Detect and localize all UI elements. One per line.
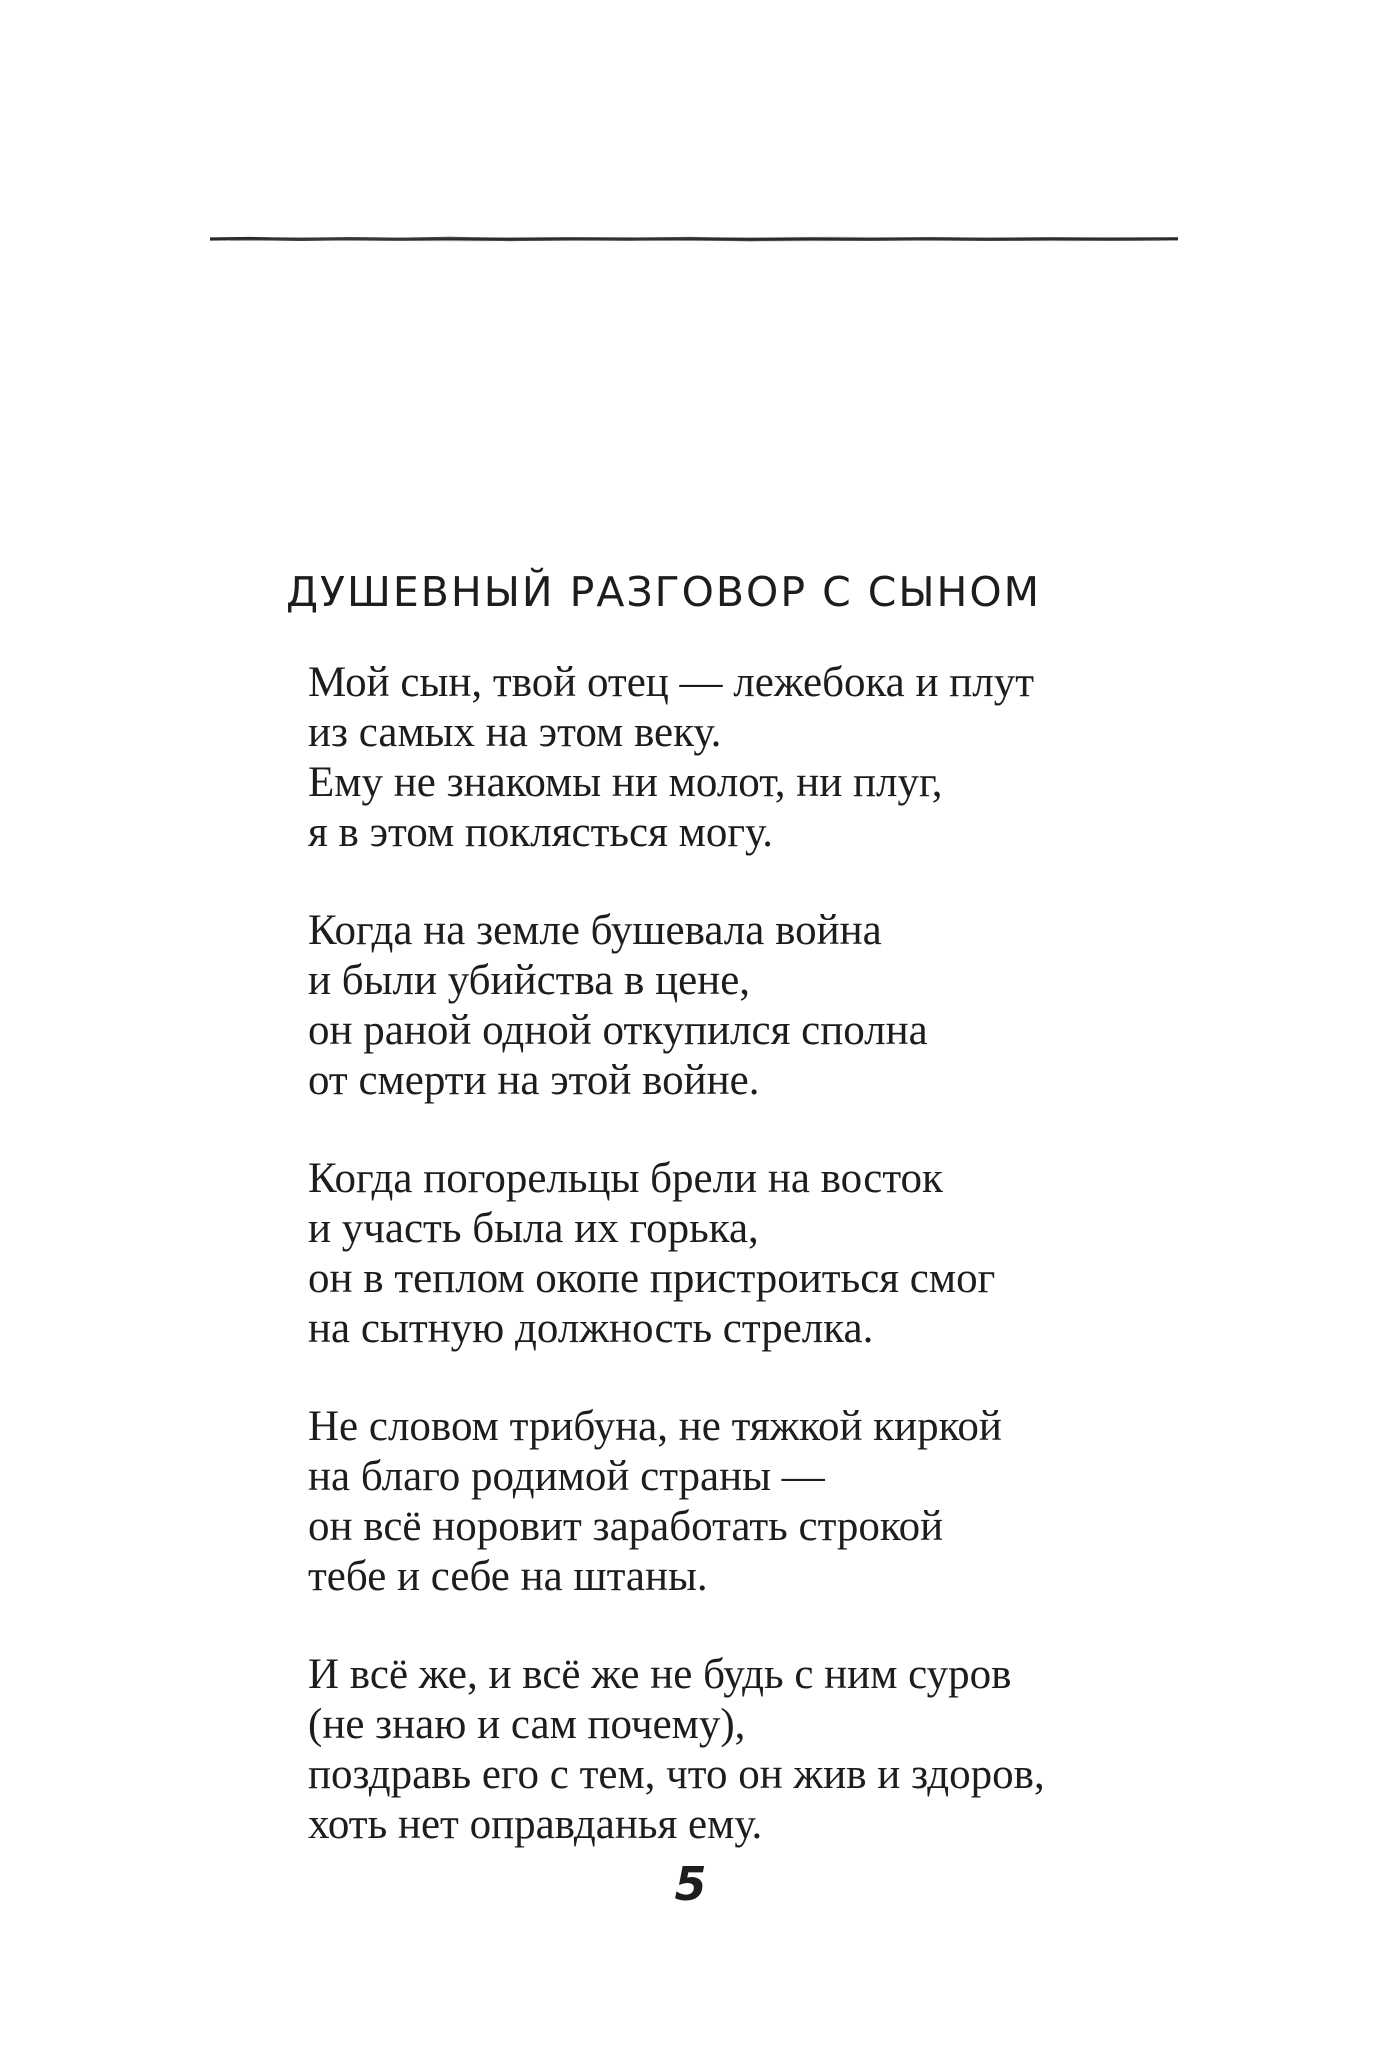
poem-line: он в теплом окопе пристроиться смог — [308, 1255, 996, 1302]
decorative-rule — [210, 232, 1178, 246]
stanza-2 — [308, 906, 1268, 1106]
poem-line: Когда погорельцы брели на восток — [308, 1155, 943, 1202]
poem-line: из самых на этом веку. — [308, 709, 722, 756]
poem-line: и участь была их горька, — [308, 1205, 759, 1252]
poem-line: Ему не знакомы ни молот, ни плуг, — [308, 759, 943, 806]
rough-line-graphic — [210, 232, 1178, 246]
poem-line: он всё норовит заработать строкой — [308, 1503, 944, 1550]
poem-line: тебе и себе на штаны. — [308, 1553, 708, 1600]
poem-line: Мой сын, твой отец — лежебока и плут — [308, 659, 1035, 706]
stanza-1 — [308, 658, 1268, 858]
poem-line: поздравь его с тем, что он жив и здоров, — [308, 1751, 1045, 1798]
page-number: 5 — [674, 1857, 707, 1911]
poem-line: хоть нет оправданья ему. — [308, 1801, 763, 1848]
poem-line: и были убийства в цене, — [308, 957, 751, 1004]
poem-title: ДУШЕВНЫЙ РАЗГОВОР С СЫНОМ — [286, 568, 1042, 616]
poem-line: Когда на земле бушевала война — [308, 907, 882, 954]
poem-line: от смерти на этой войне. — [308, 1057, 760, 1104]
stanza-4 — [308, 1402, 1268, 1602]
poem-line: он раной одной откупился сполна — [308, 1007, 928, 1054]
poem-line: на сытную должность стрелка. — [308, 1305, 874, 1352]
poem-line: И всё же, и всё же не будь с ним суров — [308, 1651, 1012, 1698]
stanza-3 — [308, 1154, 1268, 1354]
stanza-5 — [308, 1650, 1268, 1850]
poem-line: я в этом поклясться могу. — [308, 809, 773, 856]
poem-line: на благо родимой страны — — [308, 1453, 825, 1500]
poem-line: (не знаю и сам почему), — [308, 1701, 746, 1748]
poem-body — [308, 658, 1268, 1898]
poem-line: Не словом трибуна, не тяжкой киркой — [308, 1403, 1002, 1450]
